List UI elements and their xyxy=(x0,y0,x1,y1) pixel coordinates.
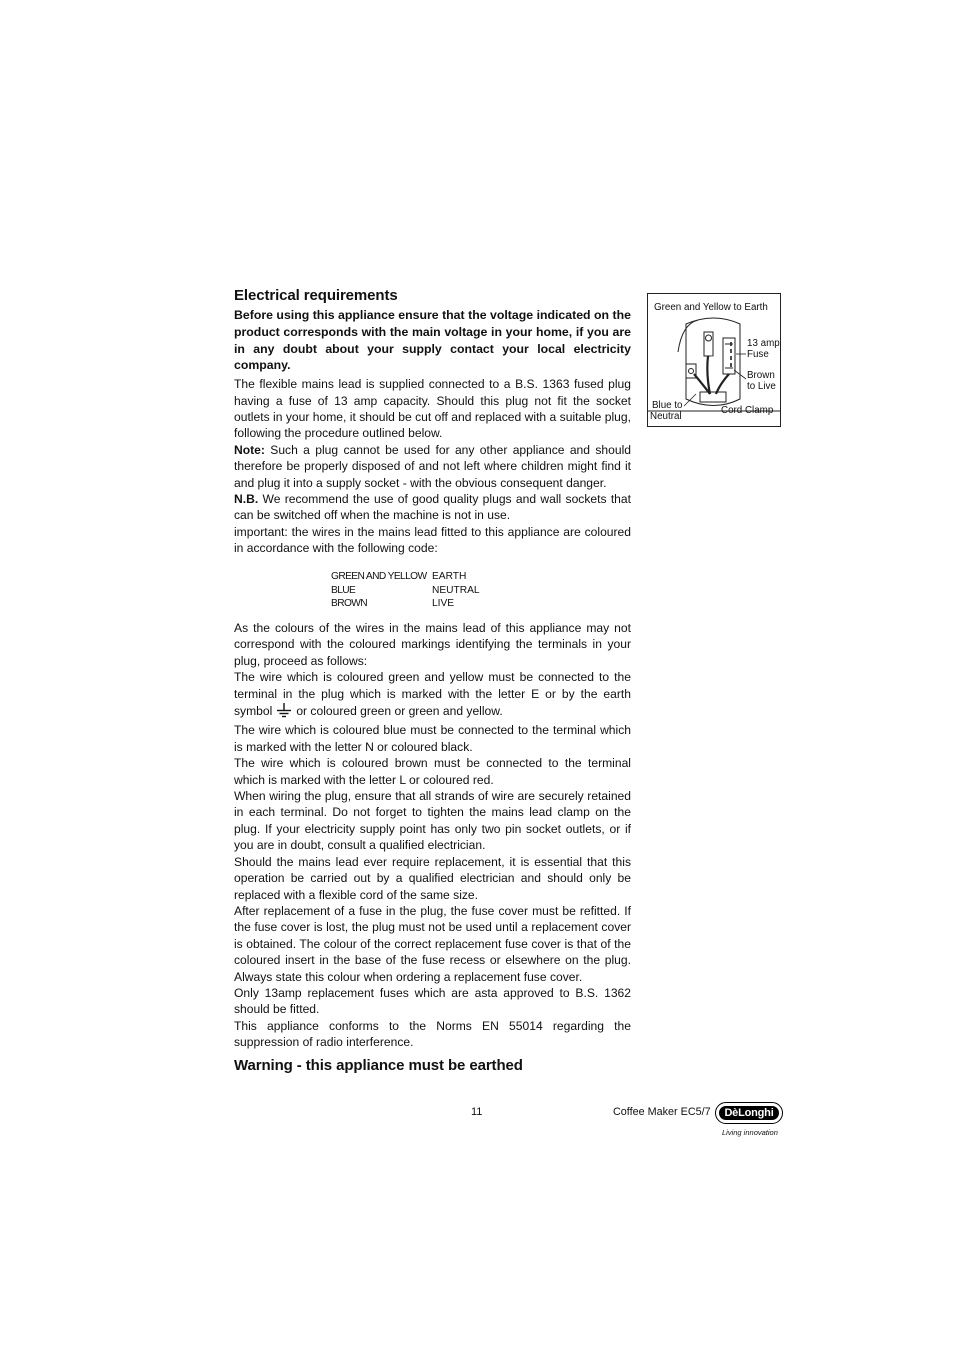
note-label: Note: xyxy=(234,442,265,457)
paragraph-replacement: Should the mains lead ever require replacement, it is essential that this operation be carried out by a qualified electrician and should only be replaced with a flexible cord of the same size. xyxy=(234,854,631,902)
paragraph-brown-wire: The wire which is coloured brown must be connected to the terminal which is marked with the letter L or coloured red. xyxy=(234,756,631,787)
label-cord-clamp: Cord Clamp xyxy=(721,405,774,416)
wire-code-row xyxy=(331,584,480,598)
paragraph-fuses: Only 13amp replacement fuses which are asta approved to B.S. 1362 should be fitted. xyxy=(234,985,631,1017)
wire-colour: GREEN AND YELLOW xyxy=(331,571,427,582)
note-text: Such a plug cannot be used for any other appliance and should therefore be properly disposed of and not left where children might find it and plug it into a supply socket - with the obvious consequent danger. xyxy=(234,442,631,490)
paragraph-wiring: When wiring the plug, ensure that all strands of wire are securely retained in each terminal. Do not forget to tighten the mains lead clamp on the plug. If your electricity supply point has only two pin socket outlets, or if you are in doubt, consult a qualified electrician. xyxy=(234,789,631,853)
plug-wiring-diagram xyxy=(647,293,781,427)
earth-symbol-icon xyxy=(276,702,292,722)
paragraph-nb xyxy=(234,491,631,524)
label-fuse-rating: 13 amp xyxy=(747,338,780,349)
section-title: Electrical requirements xyxy=(234,287,398,304)
label-neutral: Neutral xyxy=(650,411,682,422)
paragraph-earth-wire xyxy=(234,669,631,722)
brand-name: DèLonghi xyxy=(719,1106,778,1120)
wire-meaning: EARTH xyxy=(432,571,467,582)
warning-heading: Warning - this appliance must be earthed xyxy=(234,1056,523,1074)
paragraph-colours: As the colours of the wires in the mains lead of this appliance may not correspond with the coloured markings identifying the terminals in your plug, proceed as follows: xyxy=(234,621,631,668)
paragraph-norms: This appliance conforms to the Norms EN 55014 regarding the suppression of radio interference. xyxy=(234,1018,631,1050)
label-fuse: Fuse xyxy=(747,349,769,360)
delonghi-logo xyxy=(715,1102,783,1124)
paragraph-important: important: the wires in the mains lead fitted to this appliance are coloured in accordance with the following code: xyxy=(234,524,631,556)
paragraph-plug: The flexible mains lead is supplied connected to a B.S. 1363 fused plug having a fuse of 13 amp capacity. Should this plug not fit the socket outlets in your home, it should be cut off and replaced with a suitable plug, following the procedure outlined below. xyxy=(234,377,631,441)
wire-code-row xyxy=(331,597,480,611)
nb-label: N.B. xyxy=(234,492,259,507)
label-to-live: to Live xyxy=(747,381,776,392)
wire-colour: BLUE xyxy=(331,584,356,596)
wire-meaning: LIVE xyxy=(432,598,455,609)
paragraph-note xyxy=(234,442,631,491)
page-number: 11 xyxy=(471,1106,483,1118)
wire-code-row xyxy=(331,570,480,584)
wiring-instructions xyxy=(234,620,631,1074)
paragraph-blue-wire: The wire which is coloured blue must be connected to the terminal which is marked with the letter N or coloured black. xyxy=(234,723,631,754)
nb-text: We recommend the use of good quality plugs and wall sockets that can be switched off when the machine is not in use. xyxy=(234,492,631,523)
brand-tagline: Living innovation xyxy=(722,1128,778,1137)
label-brown: Brown xyxy=(747,370,775,381)
earth-wire-text: The wire which is coloured green and yellow must be connected to the terminal in the plug which is marked with the letter E or by the earth symbol xyxy=(234,670,631,719)
model-name: Coffee Maker EC5/7 xyxy=(613,1106,711,1118)
label-green-yellow-earth: Green and Yellow to Earth xyxy=(654,302,768,313)
wire-colour: BROWN xyxy=(331,598,368,609)
wire-meaning: NEUTRAL xyxy=(432,584,480,596)
lead-paragraph: Before using this appliance ensure that the voltage indicated on the product corresponds with the main voltage in your home, if you are in any doubt about your supply contact your local electricity company. xyxy=(234,308,631,373)
paragraph-fuse-cover: After replacement of a fuse in the plug, the fuse cover must be refitted. If the fuse cover is lost, the plug must not be used until a replacement cover is obtained. The colour of the correct replacement fuse cover is that of the coloured insert in the base of the fuse recess or elsewhere on the plug. Always state this colour when ordering a replacement fuse cover. xyxy=(234,903,631,984)
label-blue-to: Blue to xyxy=(652,400,683,411)
electrical-requirements-section xyxy=(234,287,631,557)
earth-wire-text-end: or coloured green or green and yellow. xyxy=(296,704,503,719)
wire-code-table xyxy=(331,570,480,611)
